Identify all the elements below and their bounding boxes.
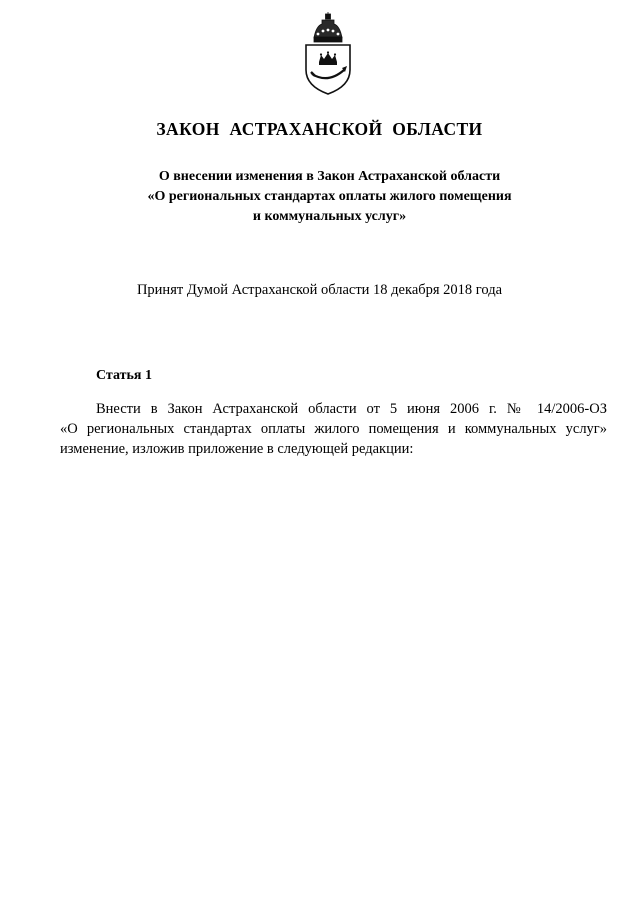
article-body-line: изменение, изложив приложение в следующей редакции: xyxy=(60,441,414,457)
subtitle-line: «О региональных стандартах оплаты жилого помещения xyxy=(147,189,512,204)
law-subtitle xyxy=(60,167,599,227)
article-body xyxy=(60,399,607,459)
subtitle-line: О внесении изменения в Закон Астраханской области xyxy=(158,169,501,184)
astrakhan-coat-of-arms-icon xyxy=(298,12,358,96)
law-title: ЗАКОН АСТРАХАНСКОЙ ОБЛАСТИ xyxy=(156,119,483,139)
adoption-statement: Принят Думой Астраханской области 18 декабря 2018 года xyxy=(136,282,503,298)
article-body-line: Внести в Закон Астраханской области от 5 июня 2006 г. № 14/2006-ОЗ xyxy=(96,401,607,417)
subtitle-line: и коммунальных услуг» xyxy=(252,209,407,224)
article-body-line: «О региональных стандартах оплаты жилого помещения и коммунальных услуг» xyxy=(60,421,607,437)
article-heading: Статья 1 xyxy=(96,368,152,383)
